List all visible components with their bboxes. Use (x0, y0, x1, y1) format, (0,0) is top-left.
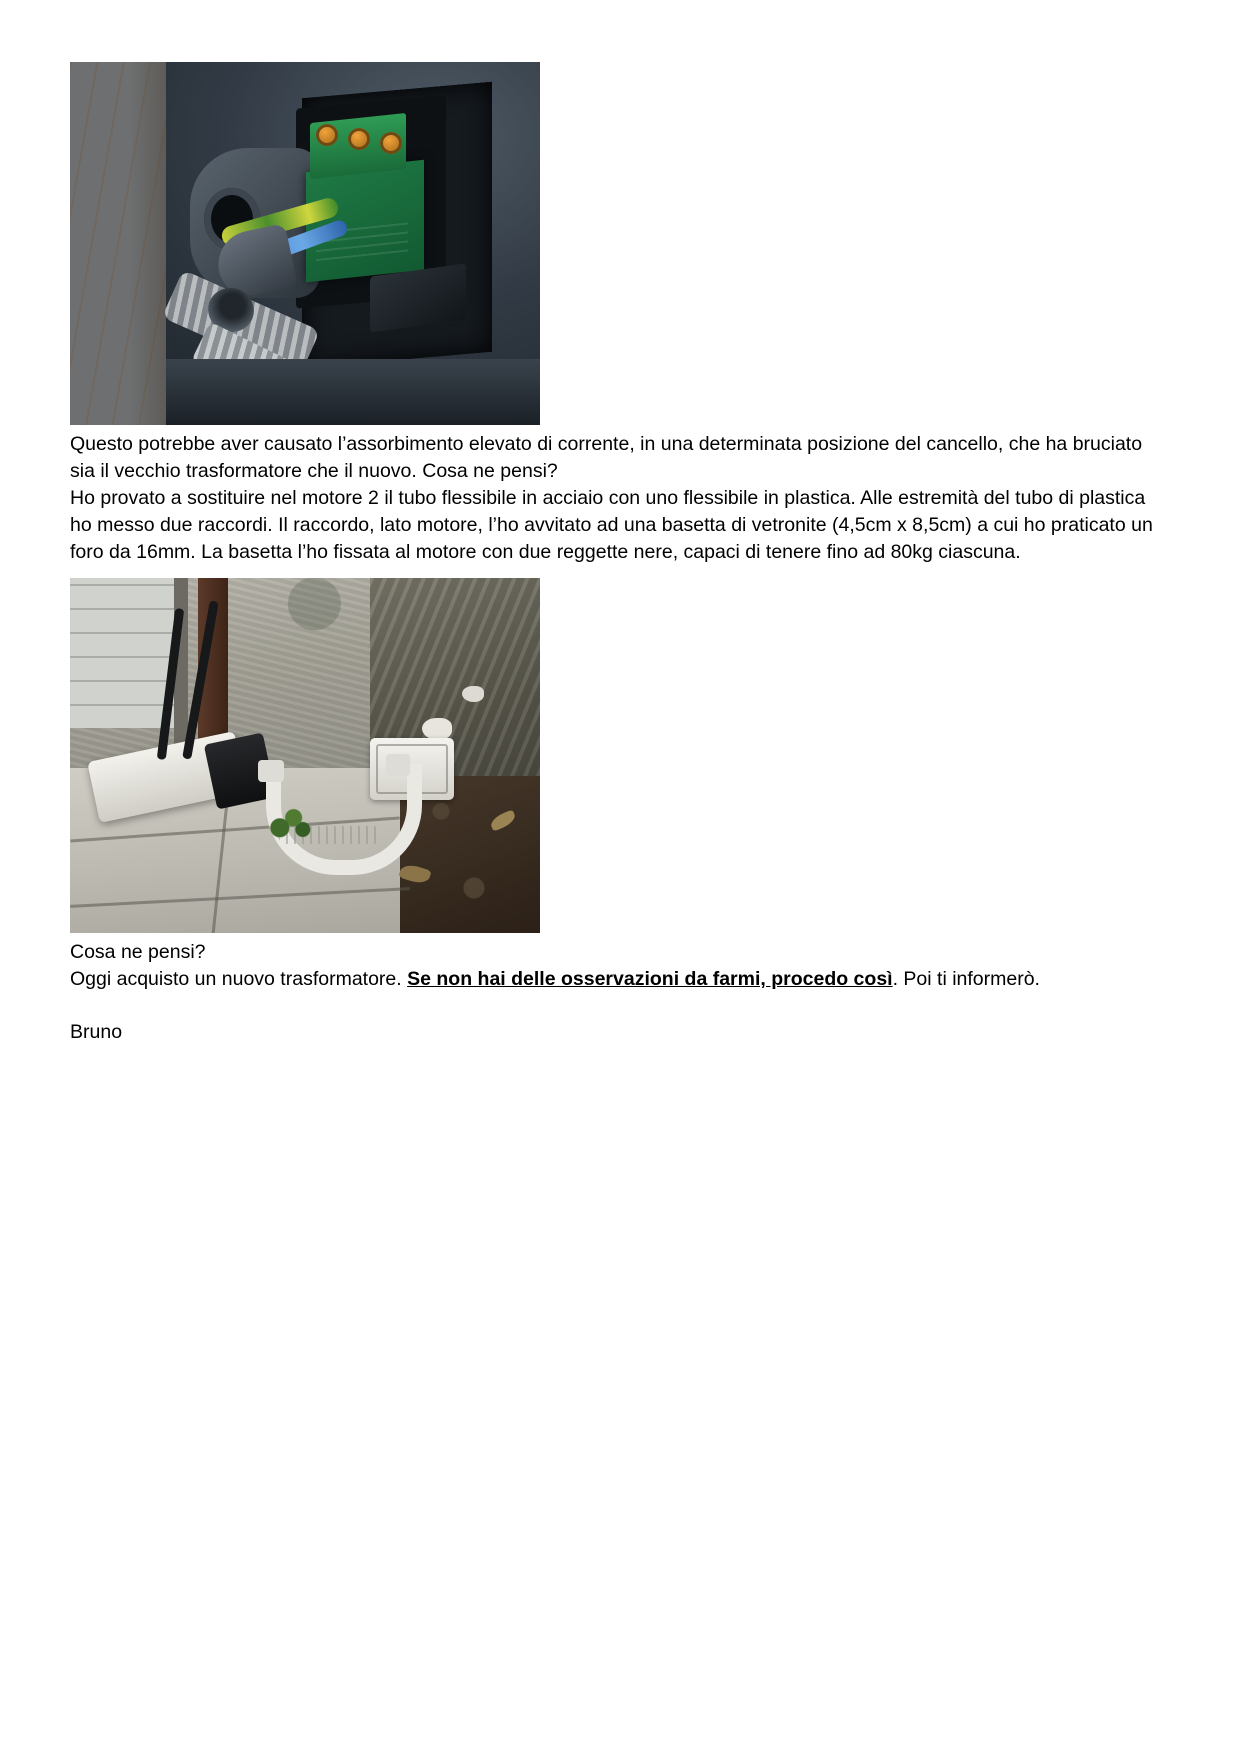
circuit-board (306, 160, 424, 282)
small-plant (266, 804, 312, 838)
paragraph-absorption-cause: Questo potrebbe aver causato l’assorbimento elevato di corrente, in una determinata posizione del cancello, che ha bruciato sia il vecchio trasformatore che il nuovo. Cosa ne pensi? (70, 433, 1143, 482)
paragraph-question: Cosa ne pensi? (70, 941, 206, 963)
terminal-screw (380, 132, 402, 154)
paragraph-conduit-replacement: Ho provato a sostituire nel motore 2 il tubo flessibile in acciaio con uno flessibile in plastica. Alle estremità del tubo di plastica ho messo due raccordi. Il raccordo, lato motore, l’ho avvitato ad una basetta di vetronite (4,5cm x 8,5cm) a cui ho praticato un foro da 16mm. La basetta l’ho fissata al motore con due reggette nere, capaci di tenere fino ad 80kg ciascuna. (70, 487, 1153, 563)
photo-motor-terminal-block (70, 62, 540, 425)
photo-gate-motor-plastic-conduit (70, 578, 540, 933)
closing-text-emphasis: Se non hai delle osservazioni da farmi, procedo così (407, 968, 893, 990)
terminal-screw (348, 128, 370, 150)
signature: Bruno (70, 1021, 123, 1043)
motor-base (166, 359, 540, 425)
conduit-fitting-box-side (386, 754, 410, 776)
closing-text-after: . Poi ti informerò. (892, 968, 1040, 990)
stone-fragment (462, 686, 484, 702)
closing-text-before: Oggi acquisto un nuovo trasformatore. (70, 968, 408, 990)
paragraph-spacer (70, 993, 1169, 1019)
conduit-fitting-motor-side (258, 760, 284, 782)
paragraph-closing (70, 966, 1169, 993)
stone-fragment (422, 718, 452, 740)
terminal-screw (316, 124, 338, 146)
